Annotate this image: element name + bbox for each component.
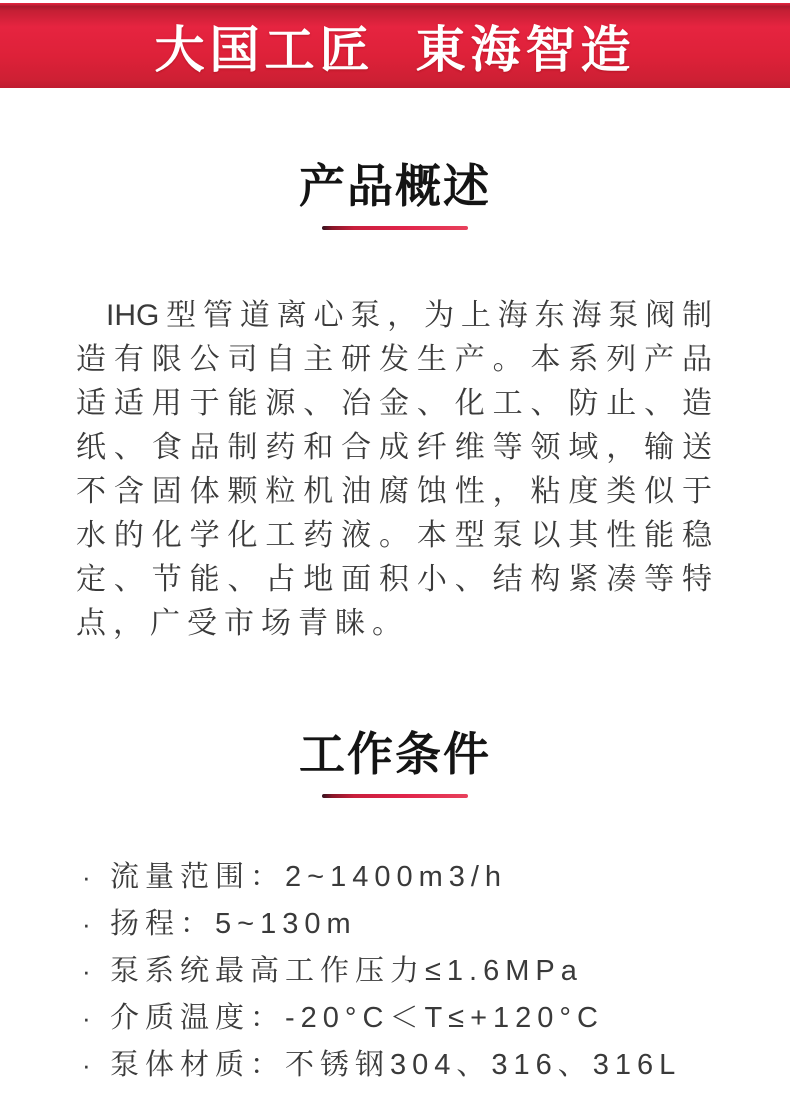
condition-item — [82, 1042, 750, 1089]
overview-paragraph-line: 水的化学化工药液。本型泵以其性能稳 — [76, 519, 712, 552]
conditions-list — [82, 854, 750, 1089]
overview-title-underline — [322, 226, 468, 230]
conditions-section-title: 工作条件 — [299, 728, 491, 780]
overview-paragraph — [76, 294, 712, 646]
condition-item — [82, 948, 750, 995]
overview-section-title: 产品概述 — [299, 160, 491, 212]
overview-paragraph-line: 造有限公司自主研发生产。本系列产品 — [76, 343, 712, 376]
bullet-dot-icon: · — [82, 862, 91, 892]
conditions-title-underline — [322, 794, 468, 798]
overview-paragraph-line: 适适用于能源、冶金、化工、防止、造 — [76, 387, 712, 420]
condition-item — [82, 995, 750, 1042]
bullet-dot-icon: · — [82, 1003, 91, 1033]
overview-paragraph-line: 不含固体颗粒机油腐蚀性，粘度类似于 — [76, 475, 712, 508]
banner-wrap — [0, 0, 790, 88]
condition-text: 流量范围：2~1400m3/h — [110, 861, 508, 893]
bullet-dot-icon: · — [82, 956, 91, 986]
overview-paragraph-line: 纸、食品制药和合成纤维等领域，输送 — [76, 431, 712, 464]
overview-section — [0, 88, 790, 646]
bullet-dot-icon: · — [82, 909, 91, 939]
header-banner — [0, 3, 790, 88]
condition-text: 介质温度：-20°C＜T≤+120°C — [110, 1002, 604, 1034]
condition-text: 泵体材质：不锈钢304、316、316L — [110, 1049, 682, 1081]
banner-title: 大国工匠 東海智造 — [154, 21, 636, 78]
overview-paragraph-line: IHG型管道离心泵，为上海东海泵阀制 — [106, 299, 712, 332]
overview-paragraph-line: 定、节能、占地面积小、结构紧凑等特 — [76, 563, 712, 596]
condition-text: 扬程：5~130m — [110, 908, 357, 940]
condition-item — [82, 901, 750, 948]
bullet-dot-icon: · — [82, 1050, 91, 1080]
overview-paragraph-line: 点，广受市场青睐。 — [76, 607, 409, 640]
conditions-section — [0, 646, 790, 1089]
condition-text: 泵系统最高工作压力≤1.6MPa — [110, 955, 583, 987]
condition-item — [82, 854, 750, 901]
